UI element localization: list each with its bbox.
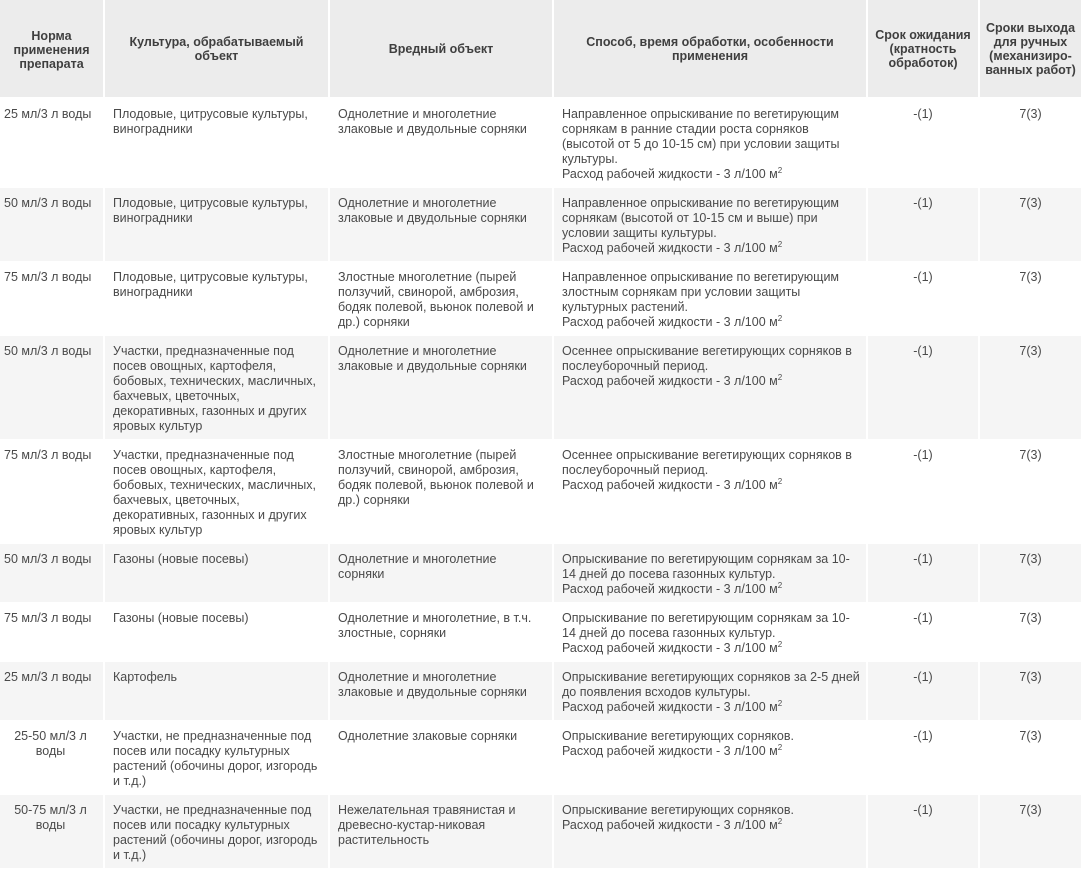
method-cell [553,187,867,261]
exit-cell: 7(3) [979,187,1082,261]
consumption-text [562,241,860,256]
header-exit-terms: Сроки выхода для ручных (механизиро-ванных работ) [979,0,1082,98]
table-row [0,543,1082,602]
square-superscript: 2 [777,742,783,752]
table-row [0,661,1082,720]
waiting-cell: -(1) [867,794,979,868]
pest-cell: Однолетние и многолетние, в т.ч. злостные, сорняки [329,602,553,661]
method-cell [553,602,867,661]
culture-cell: Плодовые, цитрусовые культуры, виноградники [104,187,329,261]
method-cell [553,661,867,720]
method-text: Направленное опрыскивание по вегетирующим злостным сорнякам при условии защиты культурных растений. [562,269,840,314]
exit-cell: 7(3) [979,439,1082,543]
table-row [0,602,1082,661]
rate-cell: 75 мл/3 л воды [0,602,104,661]
consumption-value: Расход рабочей жидкости - 3 л/100 м [562,477,778,492]
table-body [0,98,1082,868]
square-superscript: 2 [777,239,783,249]
method-cell [553,720,867,794]
exit-cell: 7(3) [979,661,1082,720]
method-cell [553,543,867,602]
waiting-cell: -(1) [867,335,979,439]
exit-cell: 7(3) [979,98,1082,187]
waiting-cell: -(1) [867,602,979,661]
method-cell [553,439,867,543]
square-superscript: 2 [777,580,783,590]
table-row [0,439,1082,543]
consumption-value: Расход рабочей жидкости - 3 л/100 м [562,373,778,388]
method-cell [553,794,867,868]
rate-cell: 50-75 мл/3 л воды [0,794,104,868]
table-row [0,187,1082,261]
consumption-text [562,818,860,833]
rate-cell: 50 мл/3 л воды [0,543,104,602]
pest-cell: Однолетние и многолетние злаковые и двудольные сорняки [329,335,553,439]
table-row [0,794,1082,868]
table-row [0,98,1082,187]
consumption-text [562,582,860,597]
method-text: Направленное опрыскивание по вегетирующим сорнякам в ранние стадии роста сорняков (высотой от 5 до 10-15 см) при условии защиты культуры. [562,107,840,166]
square-superscript: 2 [777,698,783,708]
culture-cell: Плодовые, цитрусовые культуры, виноградники [104,98,329,187]
consumption-value: Расход рабочей жидкости - 3 л/100 м [562,167,778,181]
consumption-value: Расход рабочей жидкости - 3 л/100 м [562,743,778,758]
pest-cell: Однолетние и многолетние злаковые и двудольные сорняки [329,187,553,261]
header-pest: Вредный объект [329,0,553,98]
culture-cell: Участки, предназначенные под посев овощных, картофеля, бобовых, технических, масличных, бахчевых, цветочных, декоративных, газонных и других яровых культур [104,335,329,439]
header-culture: Культура, обрабатываемый объект [104,0,329,98]
method-cell [553,335,867,439]
consumption-text [562,641,860,656]
consumption-value: Расход рабочей жидкости - 3 л/100 м [562,240,778,255]
rate-cell: 25 мл/3 л воды [0,661,104,720]
culture-cell: Участки, предназначенные под посев овощных, картофеля, бобовых, технических, масличных, бахчевых, цветочных, декоративных, газонных и других яровых культур [104,439,329,543]
method-text: Опрыскивание по вегетирующим сорнякам за 10-14 дней до посева газонных культур. [562,551,850,581]
header-method: Способ, время обработки, особенности применения [553,0,867,98]
consumption-text [562,315,860,330]
table-row [0,261,1082,335]
method-text: Направленное опрыскивание по вегетирующим сорнякам (высотой от 10-15 см и выше) при условии защиты культуры. [562,195,840,240]
consumption-value: Расход рабочей жидкости - 3 л/100 м [562,581,778,596]
header-rate: Норма применения препарата [0,0,104,98]
exit-cell: 7(3) [979,335,1082,439]
square-superscript: 2 [777,313,783,323]
exit-cell: 7(3) [979,720,1082,794]
waiting-cell: -(1) [867,543,979,602]
culture-cell: Газоны (новые посевы) [104,602,329,661]
pest-cell: Однолетние и многолетние сорняки [329,543,553,602]
rate-cell: 75 мл/3 л воды [0,439,104,543]
consumption-value: Расход рабочей жидкости - 3 л/100 м [562,314,778,329]
pest-cell: Однолетние и многолетние злаковые и двудольные сорняки [329,661,553,720]
consumption-text [562,700,860,715]
method-cell [553,261,867,335]
consumption-value: Расход рабочей жидкости - 3 л/100 м [562,817,778,832]
rate-cell: 50 мл/3 л воды [0,187,104,261]
exit-cell: 7(3) [979,543,1082,602]
culture-cell: Плодовые, цитрусовые культуры, виноградники [104,261,329,335]
consumption-text [562,167,860,182]
method-text: Осеннее опрыскивание вегетирующих сорняков в послеуборочный период. [562,343,852,373]
exit-cell: 7(3) [979,794,1082,868]
consumption-text [562,744,860,759]
waiting-cell: -(1) [867,720,979,794]
square-superscript: 2 [777,639,783,649]
table-row [0,335,1082,439]
rate-cell: 25 мл/3 л воды [0,98,104,187]
culture-cell: Участки, не предназначенные под посев или посадку культурных растений (обочины дорог, изгородь и т.д.) [104,720,329,794]
exit-cell: 7(3) [979,261,1082,335]
table-header [0,0,1082,98]
method-text: Опрыскивание вегетирующих сорняков. [562,802,794,817]
pest-cell: Злостные многолетние (пырей ползучий, свинорой, амброзия, бодяк полевой, вьюнок полевой и др.) сорняки [329,439,553,543]
culture-cell: Картофель [104,661,329,720]
exit-cell: 7(3) [979,602,1082,661]
pest-cell: Злостные многолетние (пырей ползучий, свинорой, амброзия, бодяк полевой, вьюнок полевой и др.) сорняки [329,261,553,335]
table-row [0,720,1082,794]
header-row [0,0,1082,98]
consumption-value: Расход рабочей жидкости - 3 л/100 м [562,699,778,714]
culture-cell: Участки, не предназначенные под посев или посадку культурных растений (обочины дорог, изгородь и т.д.) [104,794,329,868]
method-text: Опрыскивание вегетирующих сорняков. [562,728,794,743]
waiting-cell: -(1) [867,661,979,720]
consumption-text [562,374,860,389]
method-cell [553,98,867,187]
consumption-value: Расход рабочей жидкости - 3 л/100 м [562,640,778,655]
waiting-cell: -(1) [867,261,979,335]
square-superscript: 2 [777,166,783,175]
pest-cell: Нежелательная травянистая и древесно-кустар-никовая растительность [329,794,553,868]
square-superscript: 2 [777,476,783,486]
waiting-cell: -(1) [867,98,979,187]
rate-cell: 25-50 мл/3 л воды [0,720,104,794]
waiting-cell: -(1) [867,439,979,543]
rate-cell: 75 мл/3 л воды [0,261,104,335]
consumption-text [562,478,860,493]
waiting-cell: -(1) [867,187,979,261]
method-text: Опрыскивание вегетирующих сорняков за 2-5 дней до появления всходов культуры. [562,669,860,699]
pest-cell: Однолетние и многолетние злаковые и двудольные сорняки [329,98,553,187]
header-waiting-period: Срок ожидания (кратность обработок) [867,0,979,98]
square-superscript: 2 [777,816,783,826]
culture-cell: Газоны (новые посевы) [104,543,329,602]
method-text: Опрыскивание по вегетирующим сорнякам за 10-14 дней до посева газонных культур. [562,610,850,640]
pest-cell: Однолетние злаковые сорняки [329,720,553,794]
method-text: Осеннее опрыскивание вегетирующих сорняков в послеуборочный период. [562,447,852,477]
square-superscript: 2 [777,372,783,382]
rate-cell: 50 мл/3 л воды [0,335,104,439]
